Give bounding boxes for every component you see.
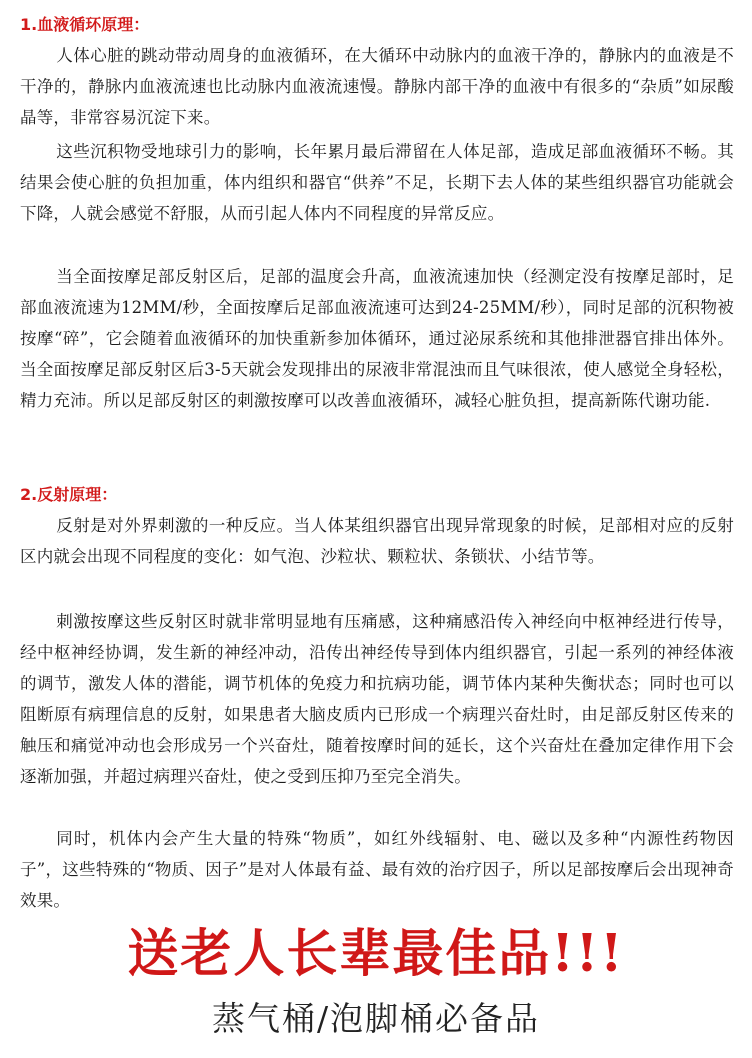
section-2-paragraph-2: 刺激按摩这些反射区时就非常明显地有压痛感，这种痛感沿传入神经向中枢神经进行传导，经中枢神经协调，发生新的神经冲动，沿传出神经传导到体内组织器官，引起一系列的神经体液的调节，激发人体的潜能，调节机体的免疫力和抗病功能，调节体内某种失衡状态；同时也可以阻断原有病理信息的反射，如果患者大脑皮质内已形成一个病理兴奋灶时，由足部反射区传来的触压和痛觉冲动也会形成另一个兴奋灶，随着按摩时间的延长，这个兴奋灶在叠加定律作用下会逐渐加强，并超过病理兴奋灶，使之受到压抑乃至完全消失。: [20, 612, 734, 786]
section-2-paragraph-3: 同时，机体内会产生大量的特殊“物质”，如红外线辐射、电、磁以及多种“内源性药物因子”，这些特殊的“物质、因子”是对人体最有益、最有效的治疗因子，所以足部按摩后会出现神奇效果。: [20, 829, 734, 910]
section-1-paragraph-1: 人体心脏的跳动带动周身的血液循环，在大循环中动脉内的血液干净的，静脉内的血液是不干净的，静脉内血液流速也比动脉内血液流速慢。静脉内部干净的血液中有很多的“杂质”如尿酸晶等，非常容易沉淀下来。: [20, 46, 734, 127]
promo-headline: 送老人长辈最佳品!!!: [127, 924, 625, 984]
section-1-title: 1.血液循环原理：: [20, 15, 150, 34]
section-1-paragraph-3: 当全面按摩足部反射区后，足部的温度会升高，血液流速加快（经测定没有按摩足部时，足部血液流速为12MM/秒，全面按摩后足部血液流速可达到24-25MM/秒），同时足部的沉积物被按摩“碎”，它会随着血液循环的加快重新参加体循环，通过泌尿系统和其他排泄器官排出体外。当全面按摩足部反射区后3-5天就会发现排出的尿液非常混浊而且气味很浓，使人感觉全身轻松，精力充沛。所以足部反射区的刺激按摩可以改善血液循环，减轻心脏负担，提高新陈代谢功能.: [20, 267, 734, 410]
promo-subline: 蒸气桶/泡脚桶必备品: [211, 999, 541, 1038]
section-2-title: 2.反射原理：: [20, 485, 118, 504]
section-1-paragraph-2: 这些沉积物受地球引力的影响，长年累月最后滞留在人体足部，造成足部血液循环不畅。其结果会使心脏的负担加重，体内组织和器官“供养”不足，长期下去人体的某些组织器官功能就会下降，人就会感觉不舒服，从而引起人体内不同程度的异常反应。: [20, 142, 734, 223]
section-2-paragraph-1: 反射是对外界刺激的一种反应。当人体某组织器官出现异常现象的时候，足部相对应的反射区内就会出现不同程度的变化：如气泡、沙粒状、颗粒状、条锁状、小结节等。: [20, 516, 734, 566]
